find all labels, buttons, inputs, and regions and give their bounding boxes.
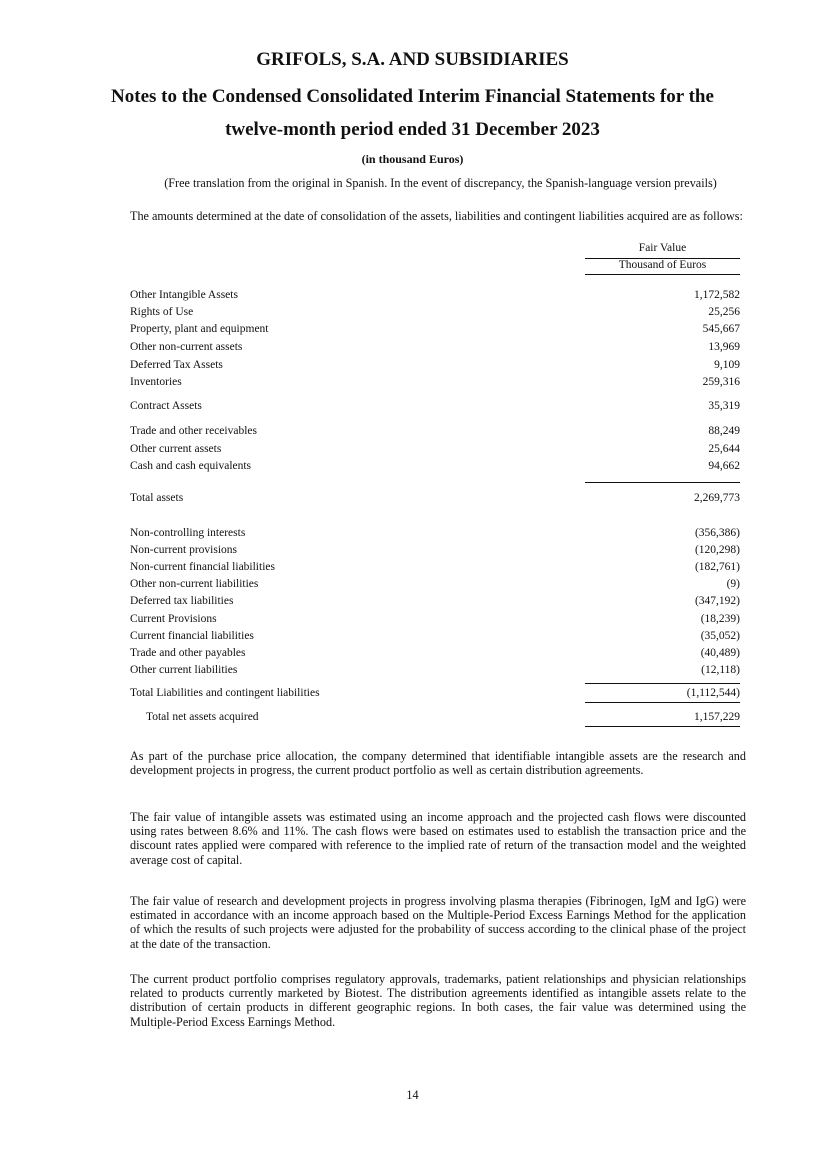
- row-label: Rights of Use: [130, 306, 194, 318]
- row-label: Current Provisions: [130, 613, 217, 625]
- row-label: Total Liabilities and contingent liabilities: [130, 687, 320, 699]
- total-assets-rule: [585, 482, 740, 483]
- row-value: 35,319: [708, 400, 740, 412]
- table-row: [130, 339, 740, 355]
- table-row: [130, 593, 740, 609]
- row-label: Contract Assets: [130, 400, 202, 412]
- row-label: Total assets: [130, 492, 184, 504]
- row-label: Non-controlling interests: [130, 527, 246, 539]
- row-label: Property, plant and equipment: [130, 323, 269, 335]
- row-label: Trade and other receivables: [130, 425, 257, 437]
- column-header-units: Thousand of Euros: [618, 259, 707, 271]
- row-label: Inventories: [130, 376, 182, 388]
- row-label: Other non-current assets: [130, 341, 243, 353]
- table-row: [130, 374, 740, 390]
- row-value: (1,112,544): [686, 687, 740, 699]
- row-value: 13,969: [708, 341, 740, 353]
- units-note: (in thousand Euros): [361, 152, 464, 166]
- intro-paragraph: The amounts determined at the date of consolidation of the assets, liabilities and contingent liabilities acquired are as follows:: [130, 209, 743, 223]
- column-header-fair-value: Fair Value: [638, 242, 687, 254]
- row-label: Other Intangible Assets: [130, 289, 238, 301]
- row-label: Deferred tax liabilities: [130, 595, 234, 607]
- table-row: [130, 458, 740, 474]
- row-value: (120,298): [694, 544, 740, 556]
- row-value: 88,249: [708, 425, 740, 437]
- row-value: (9): [726, 578, 740, 590]
- row-label: Other current liabilities: [130, 664, 238, 676]
- table-row: [130, 576, 740, 592]
- row-value: 94,662: [708, 460, 740, 472]
- net-assets-row: [130, 709, 740, 725]
- total-liabilities-row: [130, 685, 740, 701]
- page-title-line1: Notes to the Condensed Consolidated Interim Financial Statements for the: [111, 86, 714, 107]
- table-row: [130, 542, 740, 558]
- row-value: 259,316: [702, 376, 740, 388]
- paragraph: As part of the purchase price allocation, the company determined that identifiable intangible assets are the research and development projects in progress, the current product portfolio as well as certain distribution agreements.: [130, 749, 746, 778]
- paragraph: The fair value of research and development projects in progress involving plasma therapies (Fibrinogen, IgM and IgG) were estimated in accordance with an income approach based on the Multiple-Period Excess Earnings Method for the application of which the results of such projects were adjusted for the probability of success according to the clinical phase of the project at the date of the transaction.: [130, 894, 746, 951]
- row-value: (182,761): [694, 561, 740, 573]
- paragraph: The fair value of intangible assets was estimated using an income approach and the projected cash flows were discounted using rates between 8.6% and 11%. The cash flows were based on estimates used to establish the transaction price and the discount rates applied were compared with reference to the implied rate of return of the transaction model and the weighted average cost of capital.: [130, 810, 746, 867]
- row-value: 545,667: [702, 323, 740, 335]
- table-row: [130, 357, 740, 373]
- row-value: 25,644: [708, 443, 740, 455]
- row-label: Other current assets: [130, 443, 222, 455]
- row-value: (347,192): [694, 595, 740, 607]
- table-row: [130, 321, 740, 337]
- translation-note: (Free translation from the original in Spanish. In the event of discrepancy, the Spanish-language version prevails): [164, 176, 717, 190]
- row-value: 2,269,773: [694, 492, 740, 504]
- row-value: (18,239): [700, 613, 740, 625]
- table-row: [130, 611, 740, 627]
- row-label: Non-current financial liabilities: [130, 561, 275, 573]
- total-assets-row: [130, 490, 740, 506]
- table-row: [130, 287, 740, 303]
- page-title-line2: twelve-month period ended 31 December 2023: [225, 119, 600, 140]
- row-label: Total net assets acquired: [146, 711, 259, 723]
- total-liabilities-rule-bottom: [585, 702, 740, 703]
- net-assets-rule: [585, 726, 740, 727]
- page-number: 14: [406, 1088, 419, 1102]
- table-row: [130, 525, 740, 541]
- row-value: 25,256: [708, 306, 740, 318]
- row-label: Other non-current liabilities: [130, 578, 259, 590]
- row-value: 9,109: [714, 359, 740, 371]
- table-row: [130, 423, 740, 439]
- row-label: Non-current provisions: [130, 544, 237, 556]
- row-label: Current financial liabilities: [130, 630, 254, 642]
- row-value: 1,157,229: [694, 711, 740, 723]
- row-label: Deferred Tax Assets: [130, 359, 223, 371]
- table-row: [130, 304, 740, 320]
- table-row: [130, 441, 740, 457]
- row-label: Cash and cash equivalents: [130, 460, 252, 472]
- row-value: (12,118): [701, 664, 740, 676]
- table-row: [130, 398, 740, 414]
- paragraph: The current product portfolio comprises regulatory approvals, trademarks, patient relationships and physician relationships related to products currently marketed by Biotest. The distribution agreements identified as intangible assets relate to the distribution of certain products in different geographic regions. In both cases, the fair value was determined using the Multiple-Period Excess Earnings Method.: [130, 972, 746, 1029]
- row-value: 1,172,582: [694, 289, 740, 301]
- total-liabilities-rule-top: [585, 683, 740, 684]
- header-rule-bottom: [585, 274, 740, 275]
- company-name: GRIFOLS, S.A. AND SUBSIDIARIES: [256, 49, 569, 70]
- table-row: [130, 662, 740, 678]
- row-value: (356,386): [694, 527, 740, 539]
- table-row: [130, 628, 740, 644]
- table-row: [130, 645, 740, 661]
- row-value: (40,489): [700, 647, 740, 659]
- row-value: (35,052): [700, 630, 740, 642]
- row-label: Trade and other payables: [130, 647, 246, 659]
- table-row: [130, 559, 740, 575]
